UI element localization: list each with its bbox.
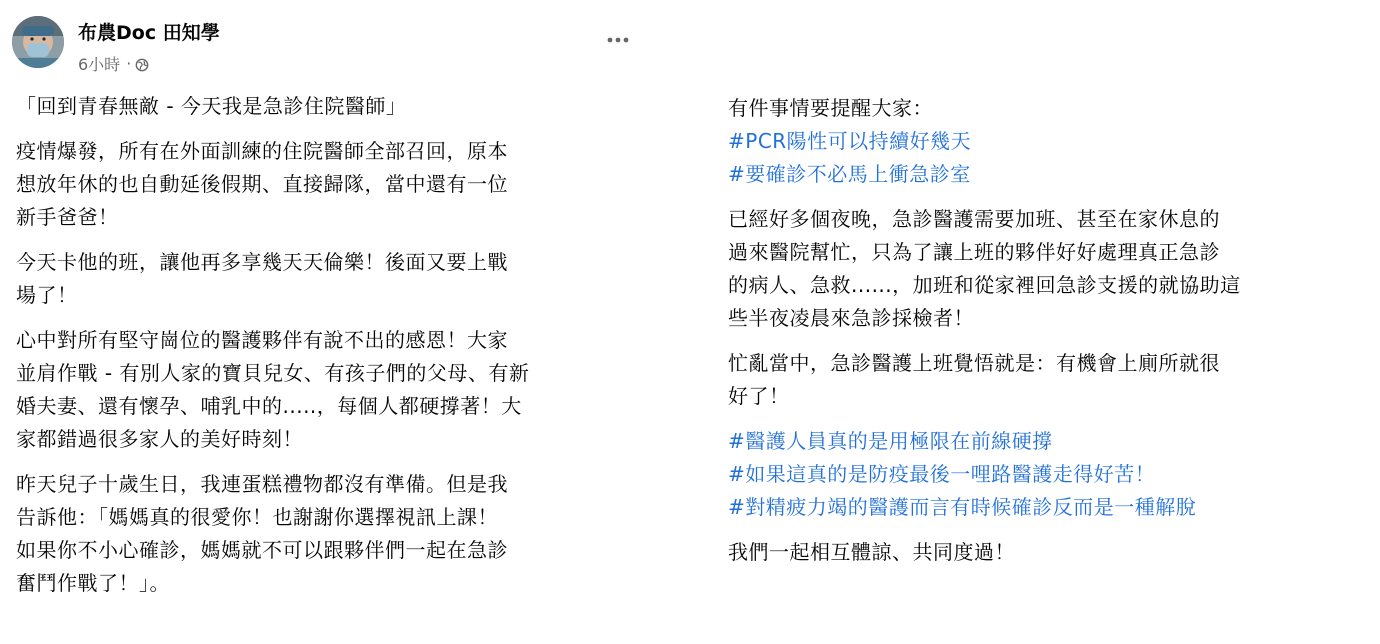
closing-line: 我們一起相互體諒、共同度過！ (728, 540, 1015, 564)
post-paragraph (16, 324, 644, 456)
post-paragraph (728, 425, 1358, 524)
text-line: 的病人、急救......，加班和從家裡回急診支援的就協助這 (728, 273, 1241, 297)
hashtag-link[interactable]: #醫護人員真的是用極限在前線硬撐 (728, 429, 1053, 453)
text-line: 如果你不小心確診，媽媽就不可以跟夥伴們一起在急診 (16, 538, 508, 562)
text-line: 疫情爆發，所有在外面訓練的住院醫師全部召回，原本 (16, 139, 508, 163)
meta-separator: · (126, 54, 132, 73)
text-line: 已經好多個夜晚，急診醫護需要加班、甚至在家休息的 (728, 207, 1220, 231)
post-paragraph (728, 536, 1358, 569)
post-paragraph (16, 135, 644, 234)
reminder-line: 有件事情要提醒大家： (728, 96, 933, 120)
post-time[interactable]: 6小時 (78, 55, 121, 74)
post-meta (78, 52, 149, 75)
text-line: 心中對所有堅守崗位的醫護夥伴有說不出的感恩！大家 (16, 328, 508, 352)
post-paragraph (728, 347, 1358, 413)
text-line: 「回到青春無敵 - 今天我是急診住院醫師」 (16, 94, 407, 118)
avatar[interactable] (12, 16, 64, 68)
text-line: 些半夜凌晨來急診採檢者！ (728, 306, 974, 330)
text-line: 過來醫院幫忙，只為了讓上班的夥伴好好處理真正急診 (728, 240, 1220, 264)
text-line: 家都錯過很多家人的美好時刻！ (16, 427, 303, 451)
text-line: 想放年休的也自動延後假期、直接歸隊，當中還有一位 (16, 172, 508, 196)
post-paragraph (16, 90, 644, 123)
post-paragraph (728, 203, 1358, 335)
text-line: 新手爸爸！ (16, 205, 119, 229)
hashtag-link[interactable]: #對精疲力竭的醫護而言有時候確診反而是一種解脫 (728, 495, 1197, 519)
text-line: 今天卡他的班，讓他再多享幾天天倫樂！後面又要上戰 (16, 250, 508, 274)
post-paragraph (16, 468, 644, 600)
author-name[interactable]: 布農Doc 田知學 (78, 22, 220, 44)
text-line: 好了！ (728, 384, 790, 408)
globe-icon (135, 57, 149, 71)
post-body-right (728, 92, 1358, 581)
hashtag-link[interactable]: #如果這真的是防疫最後一哩路醫護走得好苦！ (728, 462, 1156, 486)
post-body-left (16, 90, 644, 612)
hashtag-link[interactable]: #要確診不必馬上衝急診室 (728, 162, 971, 186)
post-left-panel (0, 0, 650, 644)
more-options-button[interactable] (600, 28, 636, 52)
text-line: 奮鬥作戰了！」。 (16, 571, 170, 595)
post-right-panel (712, 84, 1362, 584)
text-line: 忙亂當中，急診醫護上班覺悟就是：有機會上廁所就很 (728, 351, 1220, 375)
post-paragraph (728, 92, 1358, 191)
hashtag-link[interactable]: #PCR陽性可以持續好幾天 (728, 129, 972, 153)
text-line: 昨天兒子十歲生日，我連蛋糕禮物都沒有準備。但是我 (16, 472, 508, 496)
text-line: 婚夫妻、還有懷孕、哺乳中的.....，每個人都硬撐著！大 (16, 394, 522, 418)
text-line: 場了！ (16, 283, 78, 307)
post-header (12, 12, 638, 76)
text-line: 並肩作戰 - 有別人家的寶貝兒女、有孩子們的父母、有新 (16, 361, 530, 385)
more-dots-icon (606, 37, 630, 43)
text-line: 告訴他：「媽媽真的很愛你！也謝謝你選擇視訊上課！ (16, 505, 498, 529)
post-paragraph (16, 246, 644, 312)
